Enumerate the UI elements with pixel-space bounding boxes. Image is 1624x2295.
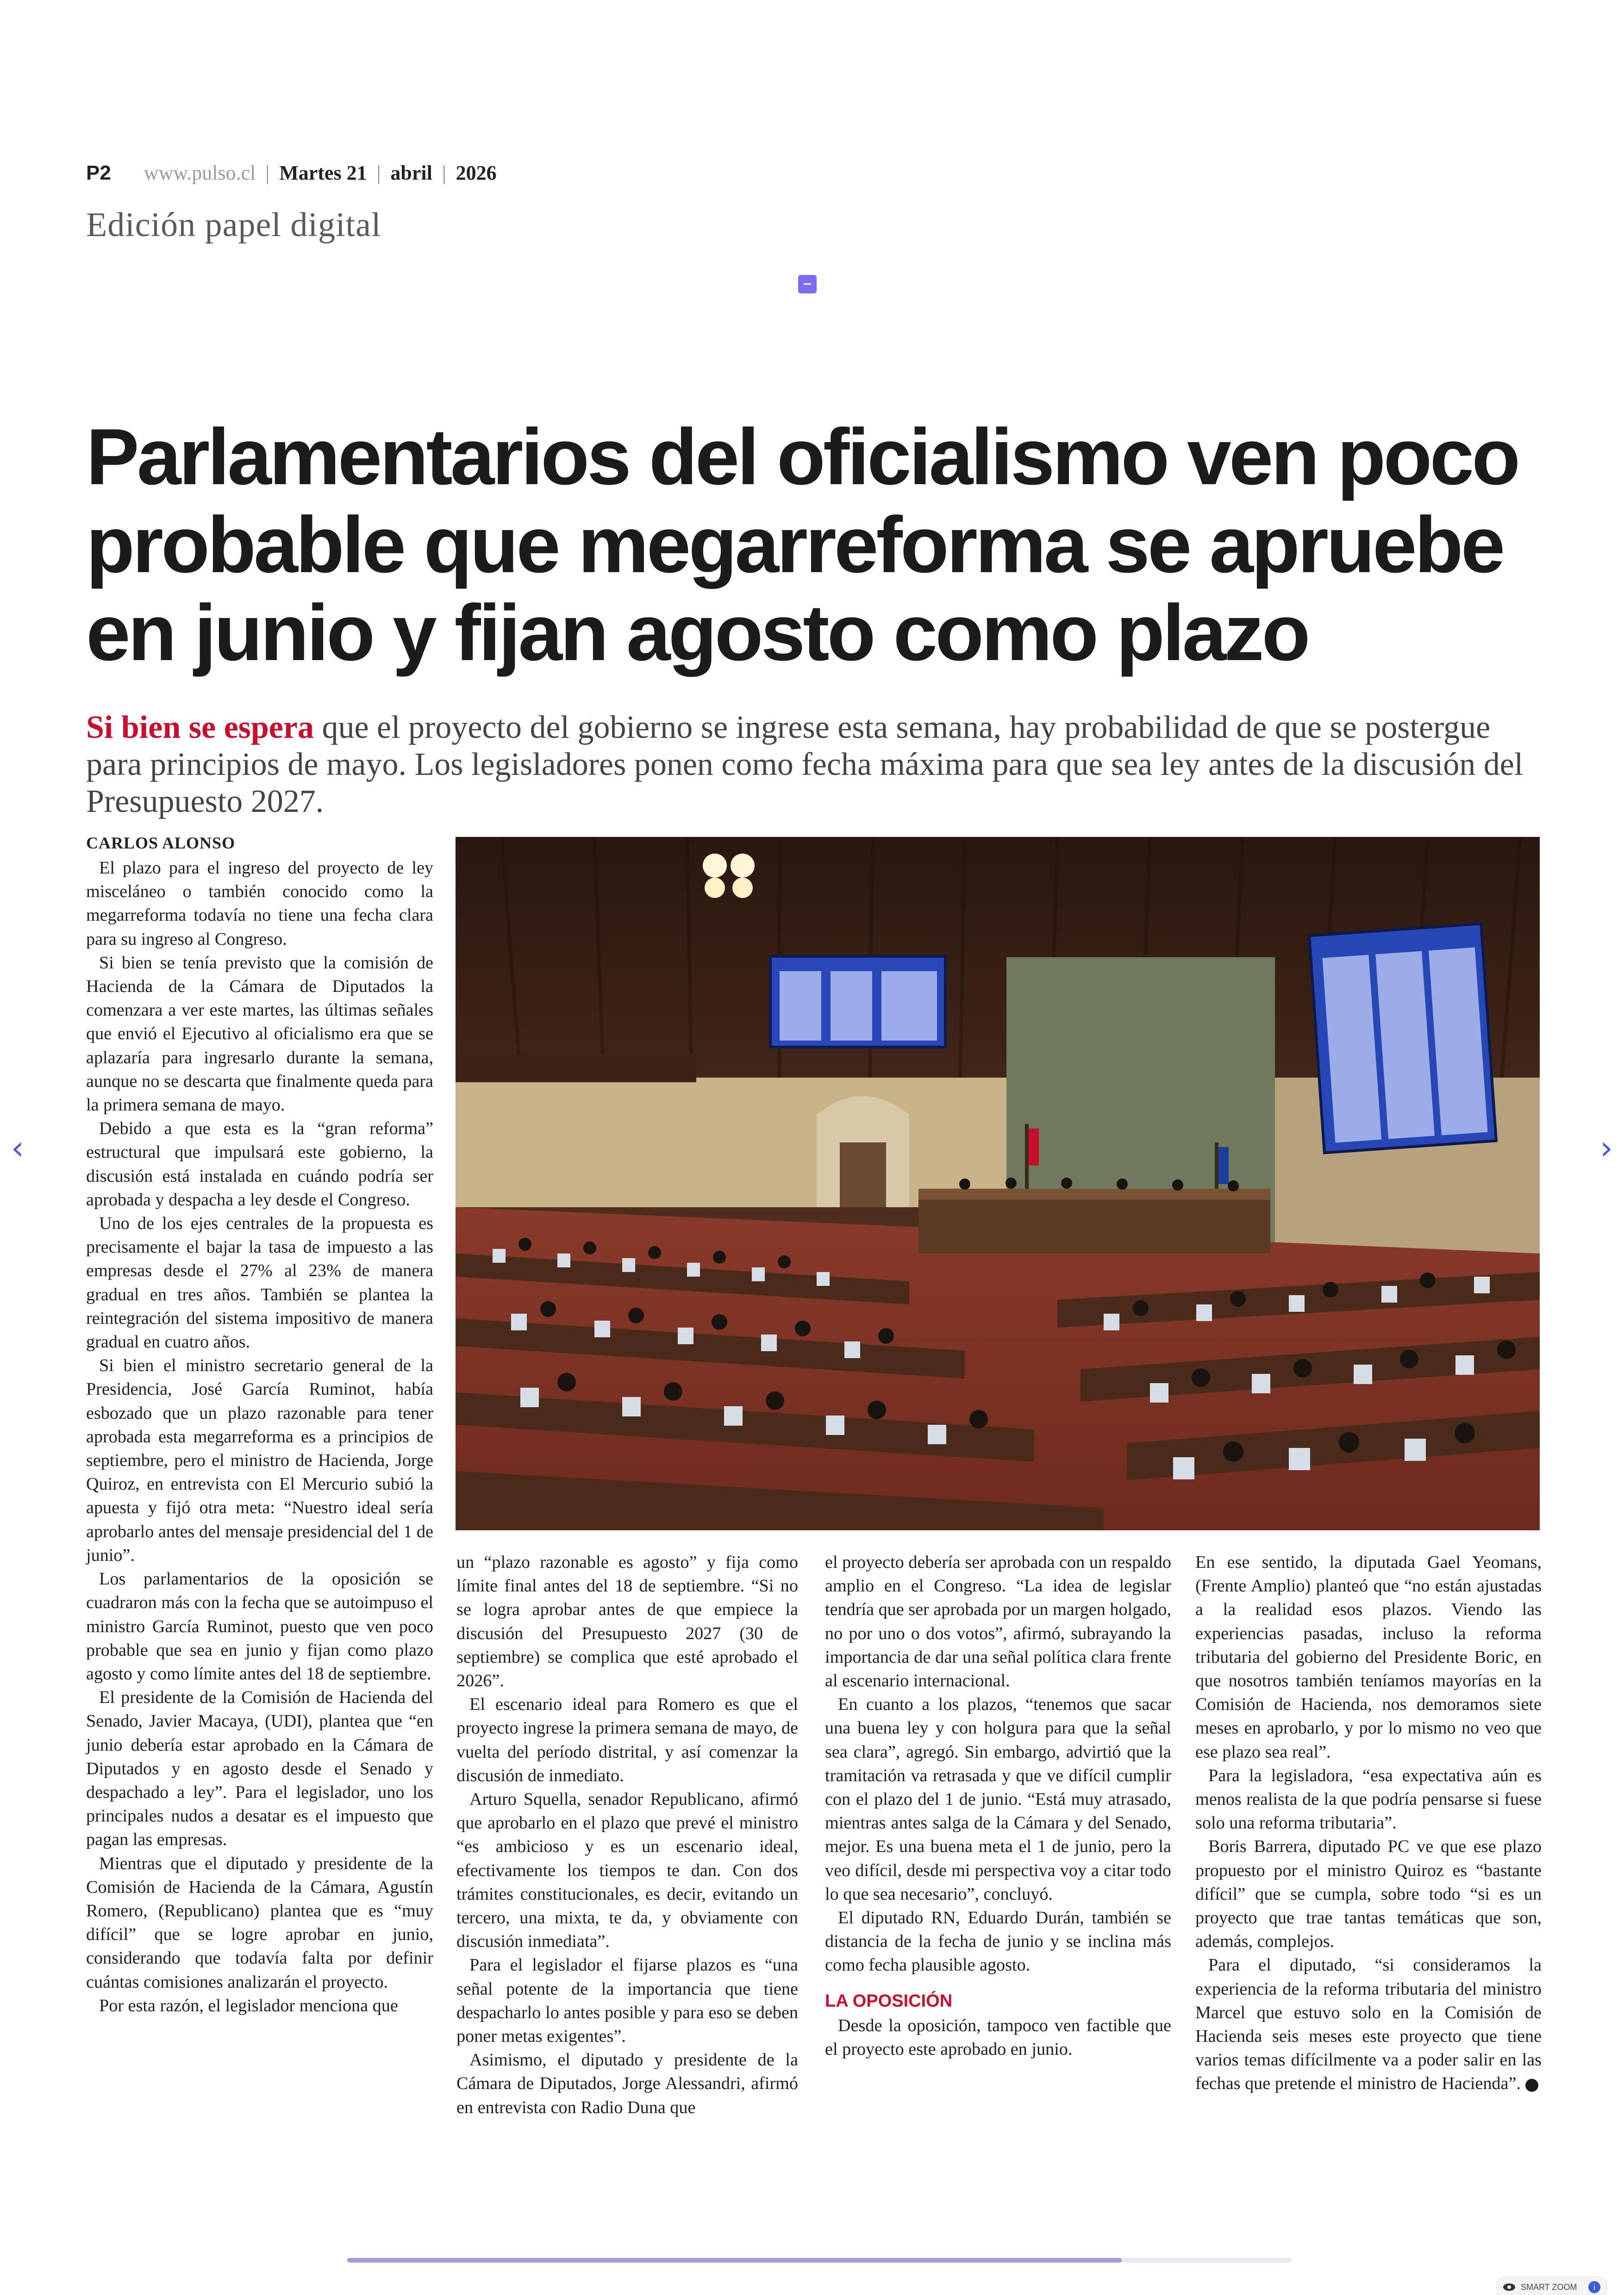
paragraph: El diputado RN, Eduardo Durán, también se distancia de la fecha de junio y se inclina más como fecha plausible agosto.	[825, 1908, 1171, 1975]
headline-line: Parlamentarios del oficialismo ven poco	[86, 412, 1518, 501]
paragraph: Para el legislador el fijarse plazos es “una señal potente de la importancia que tiene despacharlo lo antes posible y para eso se deben poner metas exigentes”.	[456, 1955, 798, 2046]
article-column-1	[86, 856, 433, 2018]
paragraph: Los parlamentarios de la oposición se cuadraron más con la fecha que se autoimpuso el ministro García Ruminot, puesto que ven poco probable que sea en junio y fijan como plazo agosto y como límite antes del 18 de septiembre.	[86, 1569, 433, 1684]
page-number: P2	[86, 162, 111, 184]
byline: CARLOS ALONSO	[86, 834, 236, 852]
site-url[interactable]: www.pulso.cl	[144, 162, 256, 184]
article-column-3	[825, 1551, 1171, 2061]
headline-line: en junio y fijan agosto como plazo	[86, 588, 1308, 677]
lead-text: que el proyecto del gobierno se ingrese esta semana, hay probabilidad de que se postergue para principios de mayo. Los legisladores ponen como fecha máxima para que sea ley antes de la discusión del Presupuesto 2027.	[86, 710, 1524, 819]
article-column-4	[1195, 1551, 1542, 2096]
date-year: 2026	[456, 162, 497, 184]
lead-highlight: Si bien se espera	[86, 710, 314, 745]
paragraph-text: Para el diputado, “si consideramos la experiencia de la reforma tributaria del ministro Marcel que estuvo solo en la Comisión de Hacienda seis meses este proyecto que tiene varios temas difícilmente va a poder salir en las fechas que pretende el ministro de Hacienda”.	[1195, 1955, 1542, 2094]
paragraph: Mientras que el diputado y presidente de la Comisión de Hacienda de la Cámara, Agustín Romero, (Republicano) plantea que es “muy difícil” que se logre aprobar en junio, considerando que todavía falta por definir cuántas comisiones analizarán el proyecto.	[86, 1853, 433, 1992]
paragraph	[1195, 1953, 1542, 2095]
paragraph: Debido a que esta es la “gran reforma” estructural que impulsará este gobierno, la discusión está instalada en cuándo podría ser aprobada y despacha a ley desde el Congreso.	[86, 1119, 433, 1210]
article-headline	[86, 413, 1549, 677]
date-month: abril	[390, 162, 432, 184]
paragraph: Arturo Squella, senador Republicano, afirmó que aprobarlo en el plazo que prevé el ministro “es ambicioso y es un escenario ideal, efectivamente los tiempos te dan. Con dos trámites constitucionales, es decir, evitando un tercero, una mixta, te da, y obviamente con discusión inmediata”.	[456, 1790, 798, 1952]
date-weekday-day: Martes 21	[279, 162, 367, 184]
paragraph: el proyecto debería ser aprobada con un respaldo amplio en el Congreso. “La idea de legislar tendría que ser aprobada por un margen holgado, no por uno o dos votos”, afirmó, subrayando la importancia de dar una señal política clara frente al escenario internacional.	[825, 1553, 1171, 1691]
previous-page-arrow-icon[interactable]: ‹	[11, 1129, 24, 1167]
article-column-2	[456, 1551, 798, 2120]
paragraph: un “plazo razonable es agosto” y fija como límite final antes del 18 de septiembre. “Si no se logra aprobar antes de que empiece la discusión del Presupuesto 2027 (30 de septiembre) se complica que esté aprobado el 2026”.	[456, 1553, 798, 1691]
paragraph: Por esta razón, el legislador menciona que	[99, 1996, 398, 2015]
section-subhead: LA OPOSICIÓN	[825, 1991, 953, 2011]
paragraph: El presidente de la Comisión de Hacienda del Senado, Javier Macaya, (UDI), plantea que “en junio debería estar aprobado en la Cámara de Diputados y en agosto desde el Senado y despachado a ley”. Para el legislador, uno los principales nudos a desatar es el impuesto que pagan las empresas.	[86, 1688, 433, 1850]
bookmark-icon[interactable]	[798, 275, 817, 293]
edition-label: Edición papel digital	[86, 206, 381, 244]
chamber-illustration	[456, 837, 1540, 1530]
paragraph: El plazo para el ingreso del proyecto de ley misceláneo o también conocido como la megarreforma todavía no tiene una fecha clara para su ingreso al Congreso.	[86, 858, 433, 949]
paragraph: El escenario ideal para Romero es que el proyecto ingrese la primera semana de mayo, de vuelta del período distrital, y así comenzar la discusión de inmediato.	[456, 1695, 798, 1785]
paragraph: Para la legisladora, “esa expectativa aún es menos realista de la que podría pensarse si fuese solo una reforma tributaria”.	[1195, 1765, 1542, 1833]
paragraph: En cuanto a los plazos, “tenemos que sacar una buena ley y con holgura para que la señal sea clara”, agregó. Sin embargo, advirtió que la tramitación va retrasada y que ve difícil cumplir con el plazo del 1 de junio. “Está muy atrasado, mientras antes salga de la Cámara y del Senado, mejor. Es una buena meta el 1 de junio, pero la veo difícil, desde mi perspectiva voy a citar todo lo que sea necesario”, concluyó.	[825, 1695, 1171, 1904]
paragraph: Si bien el ministro secretario general de la Presidencia, José García Ruminot, había esbozado que un plazo razonable para tener aprobada esta megarreforma es a principios de septiembre, pero el ministro de Hacienda, Jorge Quiroz, en entrevista con El Mercurio subió la apuesta y fijó otra meta: “Nuestro ideal sería aprobarlo antes del mensaje presidencial del 1 de junio”.	[86, 1356, 433, 1565]
chamber-photo	[456, 837, 1540, 1530]
paragraph: Si bien se tenía previsto que la comisión de Hacienda de la Cámara de Diputados la comenzara a ver este martes, las últimas señales que envió el Ejecutivo al oficialismo era que se aplazaría para ingresarlo durante la semana, aunque no se descarta que finalmente queda para la primera semana de mayo.	[86, 953, 433, 1115]
headline-line: probable que megarreforma se apruebe	[86, 500, 1503, 589]
paragraph: Desde la oposición, tampoco ven factible que el proyecto este aprobado en junio.	[825, 2015, 1171, 2059]
paragraph: Uno de los ejes centrales de la propuesta es precisamente el bajar la tasa de impuesto a las empresas desde el 27% al 23% de manera gradual en tres años. También se plantea la reintegración del sistema impositivo de manera gradual en cuatro años.	[86, 1214, 433, 1352]
paragraph: Asimismo, el diputado y presidente de la Cámara de Diputados, Jorge Alessandri, afirmó en entrevista con Radio Duna que	[456, 2050, 798, 2117]
eye-icon	[1503, 2283, 1515, 2291]
page-header: P2 www.pulso.cl | Martes 21 | abril | 2026	[86, 162, 497, 184]
article-lead	[86, 709, 1549, 820]
info-icon[interactable]: i	[1588, 2281, 1600, 2293]
scrollbar-thumb[interactable]	[347, 2258, 1122, 2263]
smart-zoom-label: SMART ZOOM	[1521, 2282, 1577, 2292]
paragraph: Boris Barrera, diputado PC ve que ese plazo propuesto por el ministro Quiroz es “bastante difícil” que se cumpla, sobre todo “si es un proyecto que trae tantas temáticas que son, además, complejos.	[1195, 1837, 1542, 1952]
smart-zoom-button[interactable]	[1496, 2276, 1607, 2295]
next-page-arrow-icon[interactable]: ›	[1600, 1129, 1613, 1167]
page-scrollbar[interactable]	[347, 2258, 1292, 2263]
end-of-article-icon	[1525, 2079, 1538, 2092]
paragraph: En ese sentido, la diputada Gael Yeomans, (Frente Amplio) planteó que “no están ajustadas a la realidad esos plazos. Viendo las experiencias pasadas, incluso la reforma tributaria del gobierno del Presidente Boric, en que nosotros también teníamos mayorías en la Comisión de Hacienda, nos demoramos siete meses en aprobarlo, y por lo mismo no veo que ese plazo sea real”.	[1195, 1553, 1542, 1762]
